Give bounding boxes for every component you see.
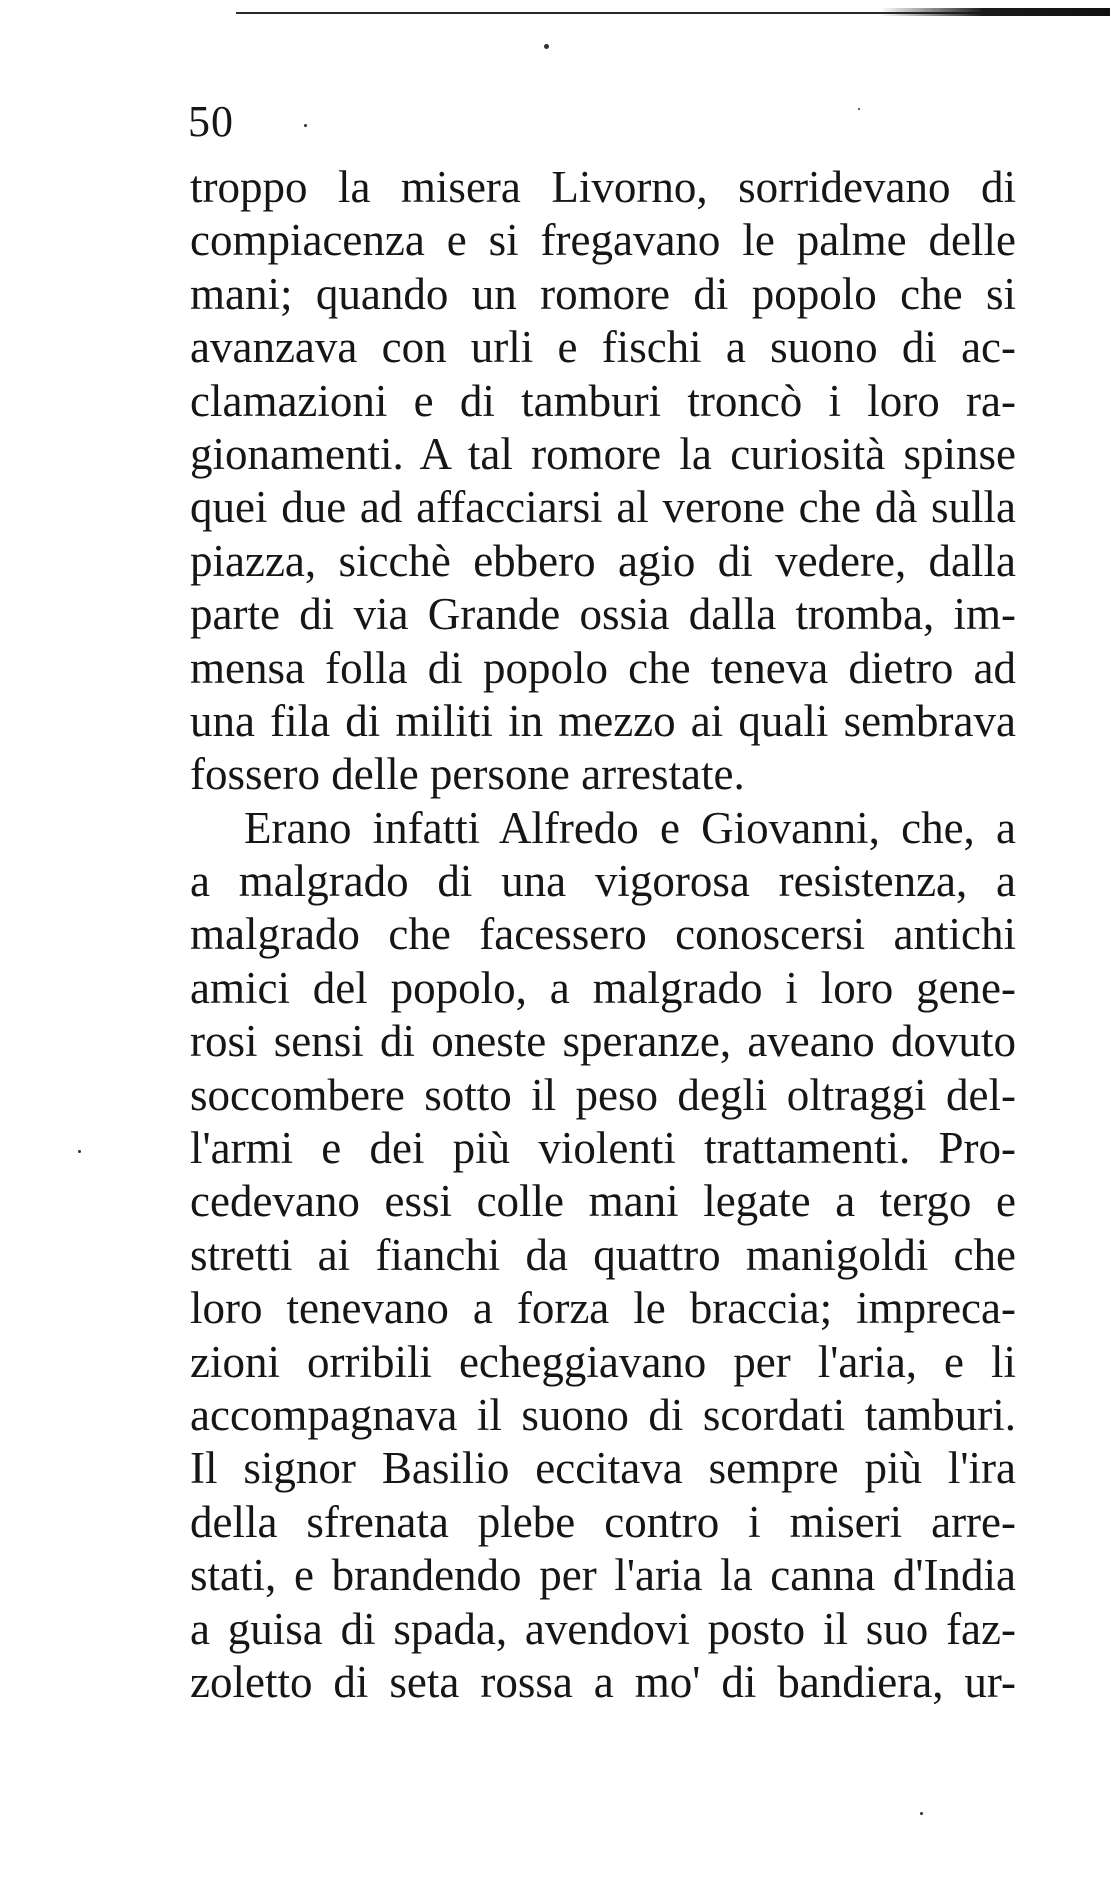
text-line: stretti ai fianchi da quattro manigoldi che — [190, 1229, 1016, 1280]
page-number: 50 — [188, 97, 234, 146]
ink-speck — [544, 44, 549, 49]
ink-speck — [858, 108, 860, 110]
text-line: troppo la misera Livorno, sorridevano di — [190, 162, 1016, 212]
text-line: zioni orribili echeggiavano per l'aria, e li — [190, 1336, 1016, 1387]
text-line: mensa folla di popolo che teneva dietro ad — [190, 642, 1016, 693]
text-line: mani; quando un romore di popolo che si — [190, 268, 1016, 319]
ink-speck — [920, 1812, 923, 1815]
body-text — [190, 161, 1016, 1709]
text-line: quei due ad affacciarsi al verone che dà sulla — [190, 482, 1016, 533]
text-line: avanzava con urli e fischi a suono di ac- — [190, 322, 1016, 373]
text-line: accompagnava il suono di scordati tamburi. — [190, 1389, 1016, 1440]
text-line: Il signor Basilio eccitava sempre più l'ira — [190, 1443, 1016, 1494]
text-line: a guisa di spada, avendovi posto il suo faz- — [190, 1603, 1016, 1654]
text-line: soccombere sotto il peso degli oltraggi del- — [190, 1069, 1016, 1120]
text-line: parte di via Grande ossia dalla tromba, im- — [190, 589, 1016, 640]
text-line: zoletto di seta rossa a mo' di bandiera, ur- — [190, 1656, 1016, 1707]
text-line: piazza, sicchè ebbero agio di vedere, dalla — [190, 535, 1016, 586]
paragraph-start-line: Erano infatti Alfredo e Giovanni, che, a — [244, 802, 1016, 853]
text-line: l'armi e dei più violenti trattamenti. Pro- — [190, 1123, 1016, 1174]
text-line: clamazioni e di tamburi troncò i loro ra- — [190, 375, 1016, 426]
text-line: loro tenevano a forza le braccia; impreca- — [190, 1283, 1016, 1334]
paragraph-end-line: fossero delle persone arrestate. — [190, 749, 745, 800]
text-line: stati, e brandendo per l'aria la canna d'India — [190, 1550, 1016, 1601]
ink-speck — [78, 1150, 81, 1153]
text-line: cedevano essi colle mani legate a tergo e — [190, 1176, 1016, 1227]
ink-speck — [304, 124, 307, 127]
text-line: una fila di militi in mezzo ai quali sembrava — [190, 695, 1016, 746]
text-line: amici del popolo, a malgrado i loro gene- — [190, 962, 1016, 1013]
top-rule-ink-smudge — [880, 8, 1110, 16]
text-line: rosi sensi di oneste speranze, aveano dovuto — [190, 1016, 1016, 1067]
text-line: gionamenti. A tal romore la curiosità spinse — [190, 428, 1016, 479]
text-line: malgrado che facessero conoscersi antichi — [190, 909, 1016, 960]
text-line: della sfrenata plebe contro i miseri arre- — [190, 1496, 1016, 1547]
text-line: a malgrado di una vigorosa resistenza, a — [190, 856, 1016, 907]
text-line: compiacenza e si fregavano le palme delle — [190, 215, 1016, 266]
